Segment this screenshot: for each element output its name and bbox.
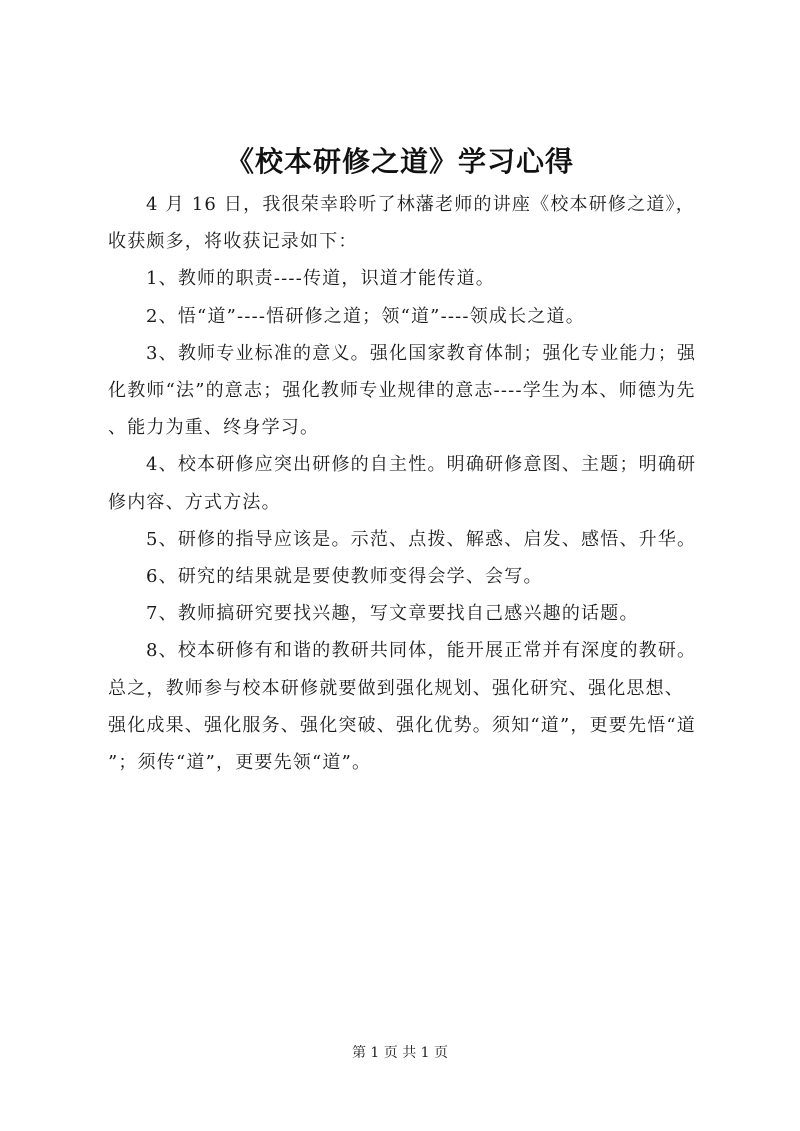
page-footer	[0, 1043, 800, 1063]
paragraph-item-4: 4、校本研修应突出研修的自主性。明确研修意图、主题；明确研修内容、方式方法。	[108, 454, 697, 513]
paragraph-item-5: 5、研修的指导应该是。示范、点拨、解惑、启发、感悟、升华。	[146, 528, 697, 550]
paragraph-item-6: 6、研究的结果就是要使教师变得会学、会写。	[146, 566, 543, 588]
page-number-label: 第 1 页 共 1 页	[351, 1045, 449, 1061]
paragraph-item-8: 8、校本研修有和谐的教研共同体，能开展正常并有深度的教研。总之，教师参与校本研修就要做到强化规划、强化研究、强化思想、强化成果、强化服务、强化突破、强化优势。须知“道”，更要先悟“道”；须传“道”，更要先领“道”。	[108, 640, 697, 774]
paragraph-item-7: 7、教师搞研究要找兴趣，写文章要找自己感兴趣的话题。	[146, 603, 639, 625]
paragraph-item-2: 2、悟“道”----悟研修之道；领“道”----领成长之道。	[146, 305, 585, 327]
document-title: 《校本研修之道》学习心得	[225, 145, 574, 178]
document-body	[108, 186, 702, 781]
paragraph-intro: 4 月 16 日，我很荣幸聆听了林藩老师的讲座《校本研修之道》，收获颇多，将收获记录如下：	[108, 194, 695, 253]
paragraph-item-3: 3、教师专业标准的意义。强化国家教育体制；强化专业能力；强化教师“法”的意志；强化教师专业规律的意志----学生为本、师德为先、能力为重、终身学习。	[108, 342, 697, 439]
paragraph-item-1: 1、教师的职责----传道，识道才能传道。	[146, 268, 495, 290]
